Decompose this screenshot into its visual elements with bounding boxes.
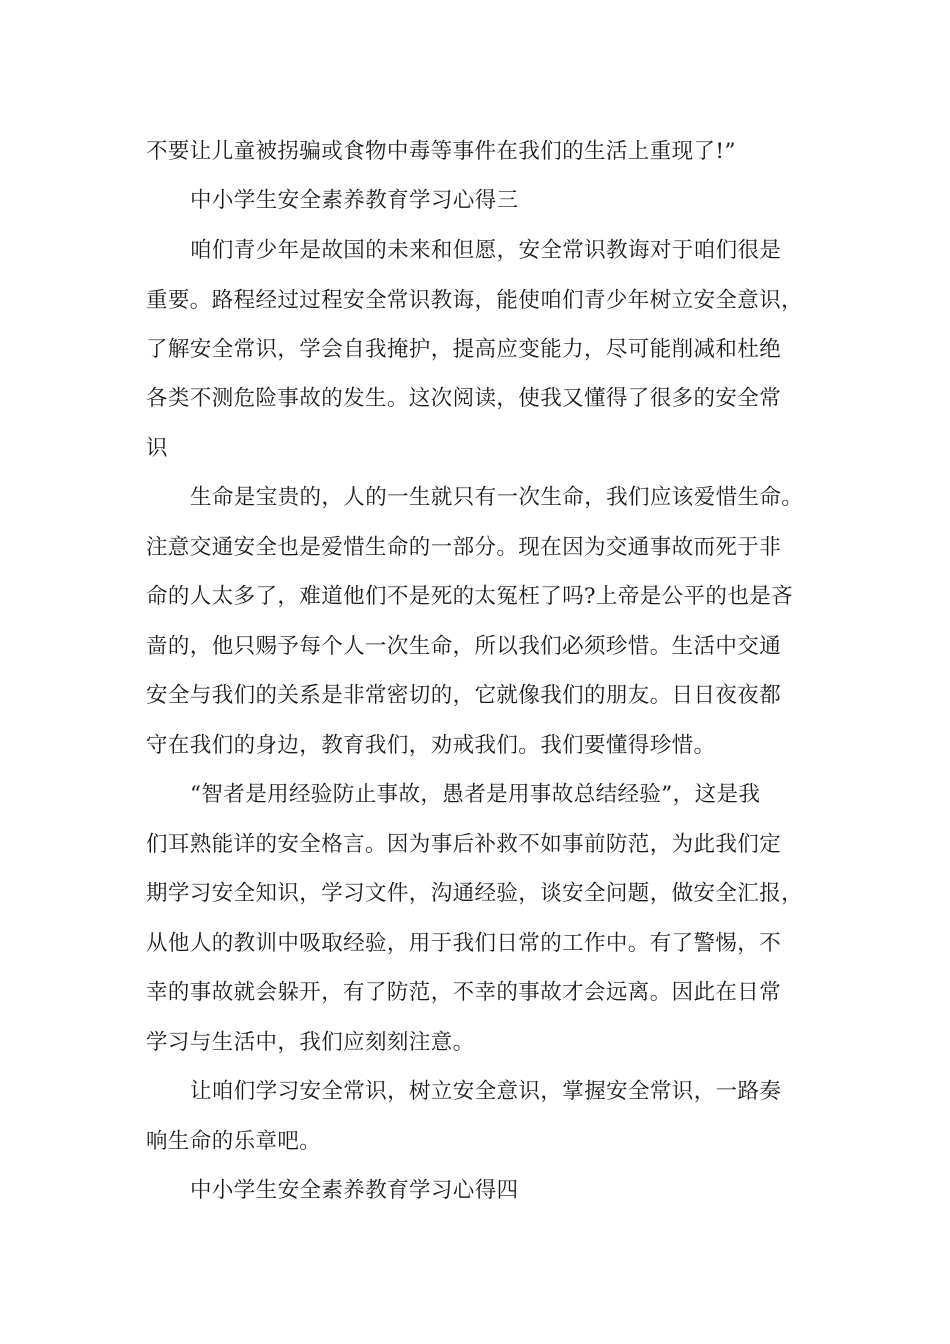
text-line: 生命是宝贵的，人的一生就只有一次生命，我们应该爱惜生命。 bbox=[190, 485, 804, 510]
text-line: 命的人太多了，难道他们不是死的太冤枉了吗?上帝是公平的也是吝 bbox=[146, 584, 794, 609]
text-line: 注意交通安全也是爱惜生命的一部分。现在因为交通事故而死于非 bbox=[146, 535, 782, 560]
text-line: 咱们青少年是故国的未来和但愿，安全常识教诲对于咱们很是 bbox=[190, 238, 782, 263]
text-line: 了解安全常识，学会自我掩护，提高应变能力，尽可能削减和杜绝 bbox=[146, 337, 782, 362]
section-heading: 中小学生安全素养教育学习心得四 bbox=[190, 1178, 519, 1203]
section-heading: 中小学生安全素养教育学习心得三 bbox=[190, 188, 519, 213]
text-line: 不要让儿童被拐骗或食物中毒等事件在我们的生活上重现了!” bbox=[146, 139, 736, 164]
text-line: 响生命的乐章吧。 bbox=[146, 1129, 322, 1154]
text-line: 从他人的教训中吸取经验，用于我们日常的工作中。有了警惕，不 bbox=[146, 931, 782, 956]
text-line: “智者是用经验防止事故，愚者是用事故总结经验”，这是我 bbox=[190, 782, 761, 807]
text-line: 学习与生活中，我们应刻刻注意。 bbox=[146, 1030, 475, 1055]
text-line: 识 bbox=[146, 436, 168, 461]
text-line: 幸的事故就会躲开，有了防范，不幸的事故才会远离。因此在日常 bbox=[146, 980, 782, 1005]
text-line: 们耳熟能详的安全格言。因为事后补救不如事前防范，为此我们定 bbox=[146, 832, 782, 857]
text-line: 守在我们的身边，教育我们，劝戒我们。我们要懂得珍惜。 bbox=[146, 733, 716, 758]
text-line: 期学习安全知识，学习文件，沟通经验，谈安全问题，做安全汇报， bbox=[146, 881, 804, 906]
text-line: 重要。路程经过过程安全常识教诲，能使咱们青少年树立安全意识， bbox=[146, 288, 804, 313]
text-line: 让咱们学习安全常识，树立安全意识，掌握安全常识，一路奏 bbox=[190, 1079, 782, 1104]
text-line: 各类不测危险事故的发生。这次阅读，使我又懂得了很多的安全常 bbox=[146, 386, 782, 411]
text-line: 安全与我们的关系是非常密切的，它就像我们的朋友。日日夜夜都 bbox=[146, 683, 782, 708]
text-line: 啬的，他只赐予每个人一次生命，所以我们必须珍惜。生活中交通 bbox=[146, 634, 782, 659]
